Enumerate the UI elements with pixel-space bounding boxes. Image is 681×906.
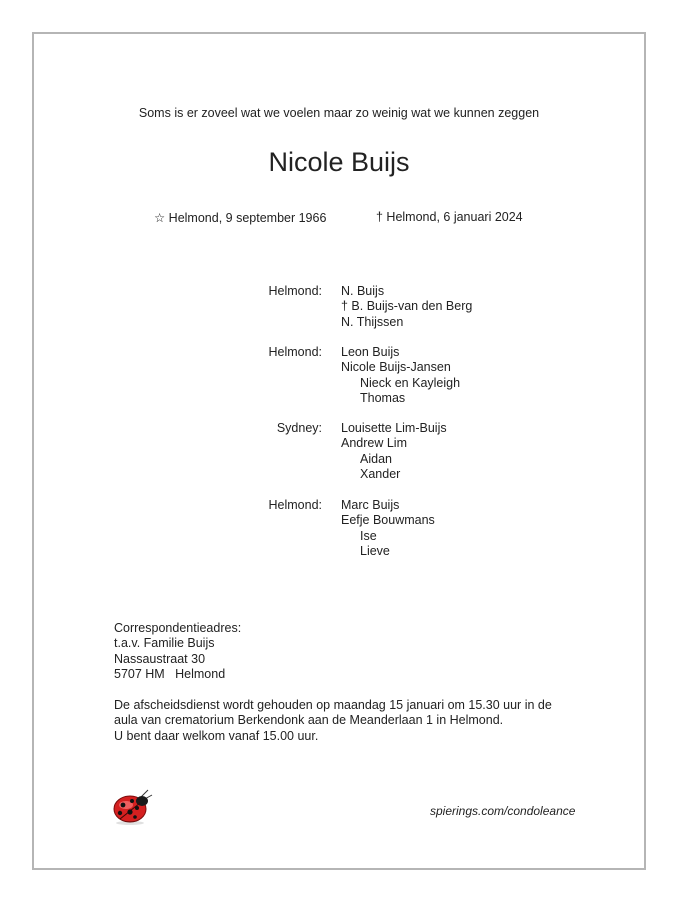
- grandchild-name: Ise: [360, 528, 377, 543]
- grandchild-name: Xander: [360, 467, 401, 482]
- family-members: [341, 421, 447, 483]
- family-members: [341, 345, 460, 407]
- deceased-name: Nicole Buijs: [268, 147, 410, 177]
- family-place: Helmond:: [268, 345, 322, 359]
- correspondence-line: 5707 HM Helmond: [114, 667, 226, 682]
- birth-info: ☆ Helmond, 9 september 1966: [154, 211, 327, 225]
- relative-name: Eefje Bouwmans: [341, 513, 435, 528]
- family-place: Helmond:: [268, 498, 322, 512]
- grandchild-name: Thomas: [360, 391, 406, 406]
- relative-name: Louisette Lim-Buijs: [341, 421, 447, 435]
- death-info: † Helmond, 6 januari 2024: [376, 210, 523, 224]
- grandchild-name: Lieve: [360, 544, 390, 559]
- ladybug-icon: [110, 786, 156, 826]
- relative-name: Nicole Buijs-Jansen: [341, 360, 451, 375]
- service-line: De afscheidsdienst wordt gehouden op maandag 15 januari om 15.30 uur in de: [114, 698, 552, 712]
- relative-name: N. Thijssen: [341, 314, 404, 329]
- relative-name: N. Buijs: [341, 284, 385, 298]
- family-place: Helmond:: [268, 284, 322, 298]
- correspondence-address: [114, 621, 241, 683]
- opening-quote: Soms is er zoveel wat we voelen maar zo weinig wat we kunnen zeggen: [138, 106, 540, 120]
- condolence-website[interactable]: spierings.com/condoleance: [430, 804, 576, 818]
- family-place: Sydney:: [276, 421, 322, 435]
- relative-name: Leon Buijs: [341, 345, 400, 359]
- grandchild-name: Nieck en Kayleigh: [360, 375, 461, 390]
- relative-name: † B. Buijs-van den Berg: [341, 299, 473, 314]
- family-members: [341, 284, 472, 330]
- correspondence-line: Nassaustraat 30: [114, 651, 206, 666]
- relative-name: Andrew Lim: [341, 436, 407, 451]
- family-members: [341, 498, 435, 560]
- correspondence-heading: Correspondentieadres:: [114, 621, 242, 635]
- service-line: aula van crematorium Berkendonk aan de Meanderlaan 1 in Helmond.: [114, 713, 504, 728]
- service-info: [114, 698, 552, 744]
- grandchild-name: Aidan: [360, 451, 392, 466]
- relative-name: Marc Buijs: [341, 498, 400, 512]
- service-line: U bent daar welkom vanaf 15.00 uur.: [114, 728, 319, 743]
- correspondence-line: t.a.v. Familie Buijs: [114, 636, 215, 651]
- death-notice-card: [32, 32, 646, 870]
